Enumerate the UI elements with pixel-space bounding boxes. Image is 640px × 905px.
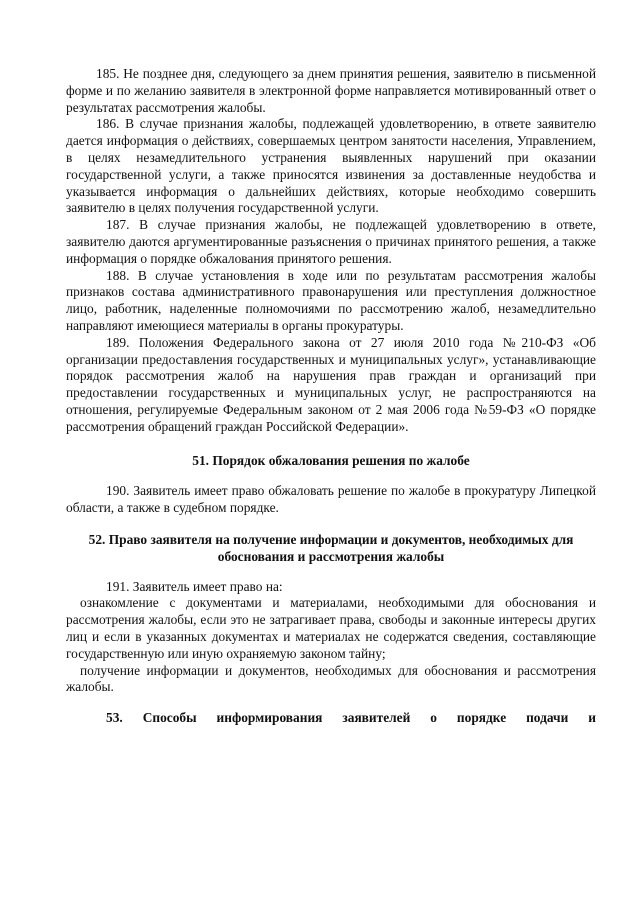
section-heading-53: 53. Способы информирования заявителей о порядке подачи и [106,710,596,726]
section-heading-51: 51. Порядок обжалования решения по жалобе [192,452,470,468]
paragraph-186: 186. В случае признания жалобы, подлежащей удовлетворению, в ответе заявителю дается информация о действиях, совершаемых центром занятости населения, Управлением, в целях незамедлительного устранения выявленных нарушений при оказании государственной услуги, а также приносятся извинения за доставленные неудобства и указывается информация о дальнейших действиях, которые необходимо совершить заявителю в целях получения государственной услуги. [66,116,596,216]
paragraph-187: 187. В случае признания жалобы, не подлежащей удовлетворению в ответе, заявителю даются аргументированные разъяснения о причинах принятого решения, а также информация о порядке обжалования принятого решения. [66,217,596,266]
section-heading-52: 52. Право заявителя на получение информации и документов, необходимых для обоснования и рассмотрения жалобы [88,531,574,564]
paragraph-189: 189. Положения Федерального закона от 27 июля 2010 года №210-ФЗ «Об организации предоставления государственных и муниципальных услуг», устанавливающие порядок рассмотрения жалоб на нарушения прав граждан и организаций при предоставлении государственных и муниципальных услуг, не распространяются на отношения, регулируемые Федеральным законом от 2 мая 2006 года №59-ФЗ «О порядке рассмотрения обращений граждан Российской Федерации». [66,334,596,434]
document-page [66,66,596,727]
paragraph-188: 188. В случае установления в ходе или по результатам рассмотрения жалобы признаков состава административного правонарушения или преступления должностное лицо, работник, наделенные полномочиями по рассмотрению жалоб, незамедлительно направляют имеющиеся материалы в органы прокуратуры. [66,267,596,333]
paragraph-190: 190. Заявитель имеет право обжаловать решение по жалобе в прокуратуру Липецкой области, а также в судебном порядке. [66,483,596,516]
paragraph-191-item-1: ознакомление с документами и материалами, необходимыми для обоснования и рассмотрения жалобы, если это не затрагивает права, свободы и законные интересы других лиц и если в указанных документах и материалах не содержатся сведения, составляющие государственную или иную охраняемую законом тайну; [66,595,596,661]
paragraph-191: 191. Заявитель имеет право на: [106,578,283,594]
paragraph-191-item-2: получение информации и документов, необходимых для обоснования и рассмотрения жалобы. [66,662,596,695]
paragraph-185: 185. Не позднее дня, следующего за днем принятия решения, заявителю в письменной форме и по желанию заявителя в электронной форме направляется мотивированный ответ о результатах рассмотрения жалобы. [66,66,596,115]
